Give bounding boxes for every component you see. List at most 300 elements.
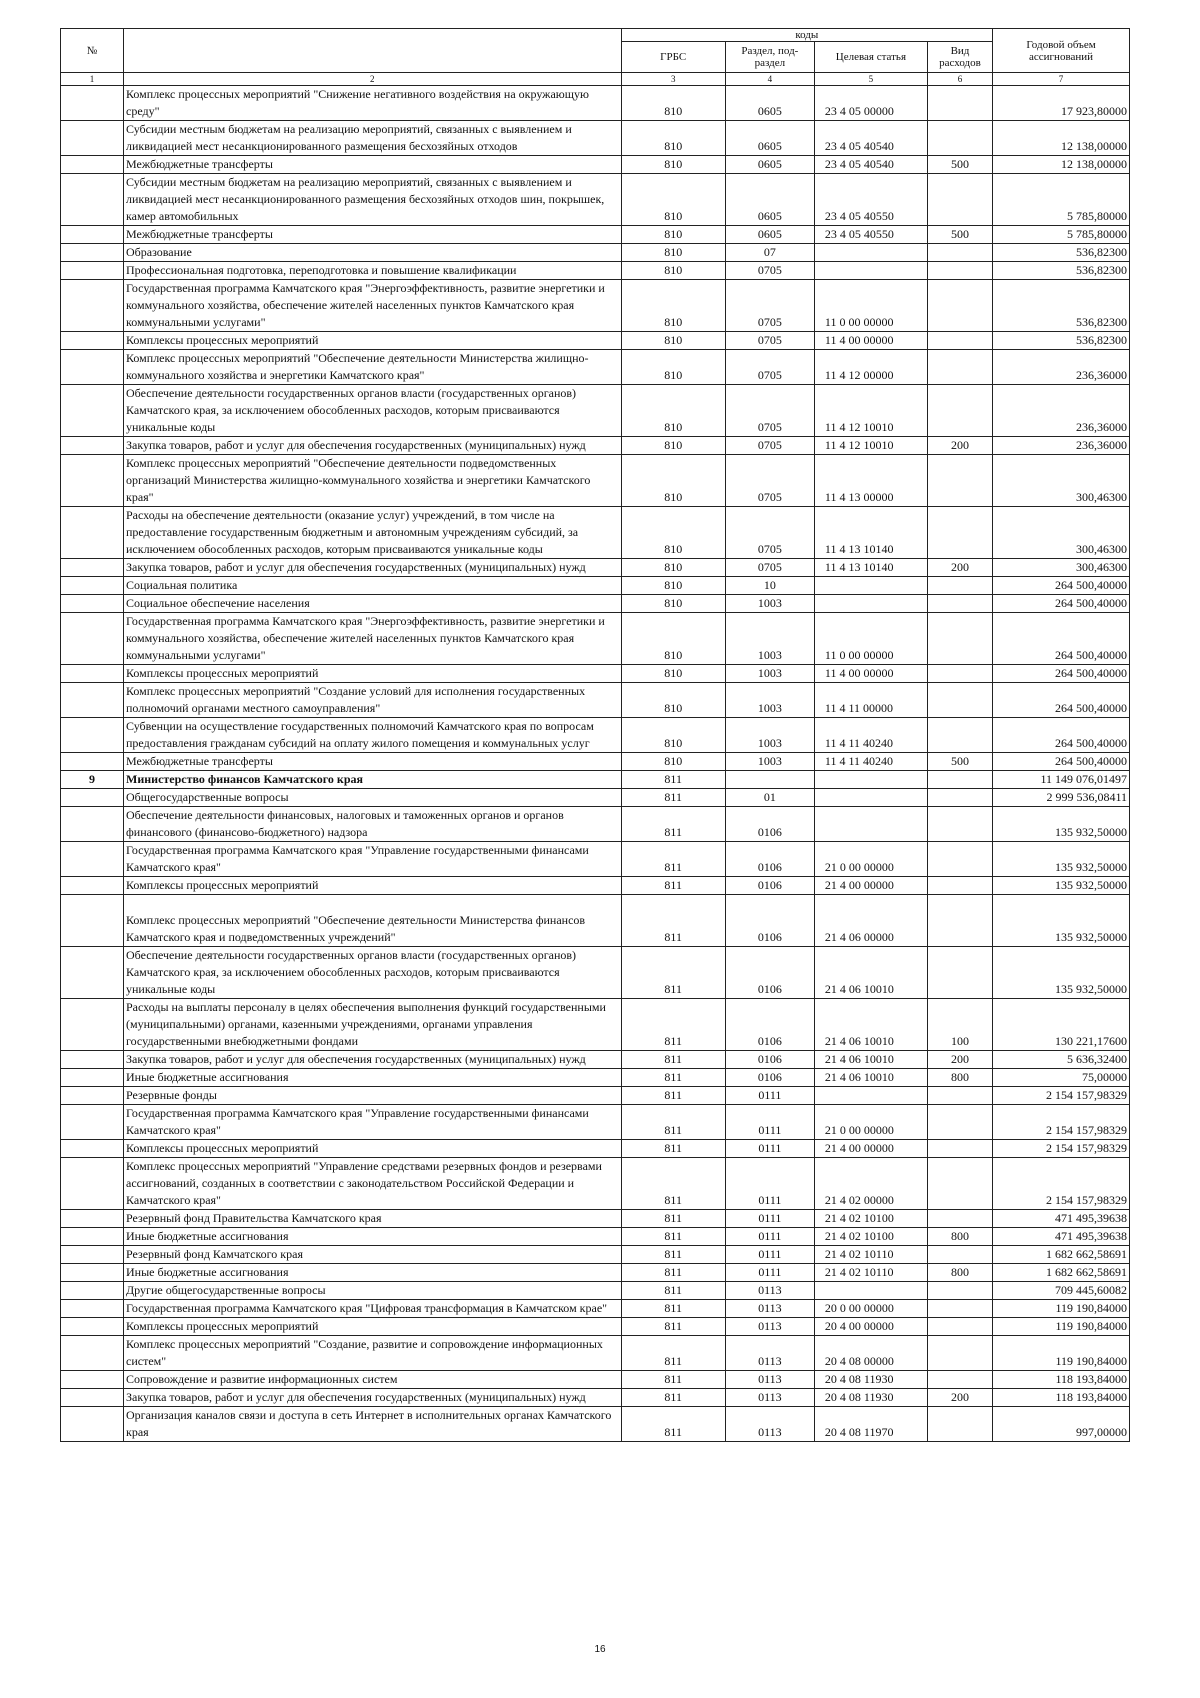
row-section-code: 01 <box>725 789 814 807</box>
row-name: Резервный фонд Камчатского края <box>124 1246 622 1264</box>
row-number <box>61 1105 124 1140</box>
row-target-article: 11 4 12 10010 <box>814 437 927 455</box>
row-number <box>61 595 124 613</box>
row-section-code: 0106 <box>725 999 814 1051</box>
row-target-article: 11 4 00 00000 <box>814 665 927 683</box>
row-expense-type: 800 <box>927 1264 992 1282</box>
row-name: Сопровождение и развитие информационных систем <box>124 1371 622 1389</box>
table-row <box>61 121 1130 156</box>
row-target-article: 21 4 02 10110 <box>814 1246 927 1264</box>
row-number <box>61 350 124 385</box>
row-name: Расходы на обеспечение деятельности (оказание услуг) учреждений, в том числе на предоставление государственным бюджетным и автономным учреждениям субсидий, за исключением обособленных расходов, которым присваиваются уникальные коды <box>124 507 622 559</box>
row-amount: 264 500,40000 <box>993 595 1130 613</box>
row-target-article: 21 4 02 10100 <box>814 1210 927 1228</box>
header-section: Раздел, под-раздел <box>725 42 814 73</box>
row-target-article <box>814 1282 927 1300</box>
row-target-article <box>814 244 927 262</box>
row-name: Социальная политика <box>124 577 622 595</box>
row-section-code: 0605 <box>725 226 814 244</box>
row-expense-type <box>927 613 992 665</box>
row-grbs-code: 810 <box>621 753 725 771</box>
row-section-code: 0111 <box>725 1087 814 1105</box>
row-grbs-code: 811 <box>621 1210 725 1228</box>
row-target-article: 11 0 00 00000 <box>814 613 927 665</box>
row-amount: 709 445,60082 <box>993 1282 1130 1300</box>
row-amount: 2 154 157,98329 <box>993 1087 1130 1105</box>
row-target-article: 11 4 12 00000 <box>814 350 927 385</box>
row-target-article: 11 4 13 10140 <box>814 559 927 577</box>
header-number: № <box>61 29 124 73</box>
table-row <box>61 1069 1130 1087</box>
row-number <box>61 507 124 559</box>
row-grbs-code: 810 <box>621 226 725 244</box>
row-number <box>61 613 124 665</box>
row-name: Комплекс процессных мероприятий "Обеспечение деятельности Министерства жилищно-коммунального хозяйства и энергетики Камчатского края" <box>124 350 622 385</box>
row-grbs-code: 810 <box>621 718 725 753</box>
row-expense-type: 200 <box>927 1389 992 1407</box>
row-target-article: 20 4 00 00000 <box>814 1318 927 1336</box>
row-amount: 236,36000 <box>993 350 1130 385</box>
row-expense-type <box>927 577 992 595</box>
table-row <box>61 1282 1130 1300</box>
row-name: Субсидии местным бюджетам на реализацию мероприятий, связанных с выявлением и ликвидацией мест несанкционированного размещения бесхозяйных отходов <box>124 121 622 156</box>
table-row <box>61 350 1130 385</box>
row-number <box>61 455 124 507</box>
row-expense-type <box>927 665 992 683</box>
row-expense-type: 500 <box>927 226 992 244</box>
row-section-code: 0113 <box>725 1371 814 1389</box>
row-expense-type <box>927 1246 992 1264</box>
row-amount: 135 932,50000 <box>993 842 1130 877</box>
row-amount: 17 923,80000 <box>993 86 1130 121</box>
row-section-code: 0106 <box>725 807 814 842</box>
row-amount: 300,46300 <box>993 559 1130 577</box>
row-grbs-code: 811 <box>621 1264 725 1282</box>
row-name: Комплекс процессных мероприятий "Управление средствами резервных фондов и резервами ассигнований, созданных в соответствии с законодательством Российской Федерации и Камчатского края" <box>124 1158 622 1210</box>
row-name: Обеспечение деятельности государственных органов власти (государственных органов) Камчатского края, за исключением обособленных расходов, которым присваиваются уникальные коды <box>124 385 622 437</box>
row-grbs-code: 811 <box>621 1158 725 1210</box>
table-row <box>61 1336 1130 1371</box>
row-grbs-code: 811 <box>621 1318 725 1336</box>
row-amount: 536,82300 <box>993 244 1130 262</box>
row-amount: 997,00000 <box>993 1407 1130 1442</box>
row-section-code: 0605 <box>725 86 814 121</box>
row-amount: 135 932,50000 <box>993 947 1130 999</box>
row-section-code: 0106 <box>725 1069 814 1087</box>
row-target-article: 21 4 06 10010 <box>814 1069 927 1087</box>
row-number <box>61 895 124 947</box>
row-expense-type <box>927 1318 992 1336</box>
row-name: Общегосударственные вопросы <box>124 789 622 807</box>
row-name: Комплекс процессных мероприятий "Обеспечение деятельности подведомственных организаций Министерства жилищно-коммунального хозяйства и энергетики Камчатского края" <box>124 455 622 507</box>
row-expense-type <box>927 1158 992 1210</box>
row-expense-type <box>927 244 992 262</box>
row-amount: 300,46300 <box>993 455 1130 507</box>
row-target-article: 21 4 06 10010 <box>814 999 927 1051</box>
row-name: Министерство финансов Камчатского края <box>124 771 622 789</box>
row-name: Иные бюджетные ассигнования <box>124 1069 622 1087</box>
row-grbs-code: 810 <box>621 613 725 665</box>
row-name: Организация каналов связи и доступа в сеть Интернет в исполнительных органах Камчатского края <box>124 1407 622 1442</box>
row-section-code: 0111 <box>725 1264 814 1282</box>
row-grbs-code: 810 <box>621 683 725 718</box>
row-target-article: 21 4 02 10100 <box>814 1228 927 1246</box>
row-grbs-code: 811 <box>621 1282 725 1300</box>
row-name: Закупка товаров, работ и услуг для обеспечения государственных (муниципальных) нужд <box>124 437 622 455</box>
row-target-article: 21 4 02 10110 <box>814 1264 927 1282</box>
row-target-article: 20 0 00 00000 <box>814 1300 927 1318</box>
row-expense-type <box>927 1371 992 1389</box>
row-amount: 5 785,80000 <box>993 174 1130 226</box>
row-expense-type <box>927 718 992 753</box>
row-name: Межбюджетные трансферты <box>124 753 622 771</box>
row-target-article: 11 4 13 10140 <box>814 507 927 559</box>
table-row <box>61 385 1130 437</box>
row-amount: 236,36000 <box>993 437 1130 455</box>
row-grbs-code: 811 <box>621 771 725 789</box>
row-amount: 2 154 157,98329 <box>993 1105 1130 1140</box>
row-section-code: 1003 <box>725 613 814 665</box>
row-section-code: 0111 <box>725 1158 814 1210</box>
row-grbs-code: 811 <box>621 1246 725 1264</box>
table-row <box>61 244 1130 262</box>
row-grbs-code: 811 <box>621 1300 725 1318</box>
row-target-article: 11 4 11 40240 <box>814 718 927 753</box>
row-section-code: 0111 <box>725 1210 814 1228</box>
row-section-code: 0705 <box>725 280 814 332</box>
row-section-code: 0605 <box>725 121 814 156</box>
row-expense-type <box>927 1282 992 1300</box>
column-numbers-row <box>61 73 1130 86</box>
row-target-article <box>814 807 927 842</box>
header-amount: Годовой объем ассигнований <box>993 29 1130 73</box>
row-target-article <box>814 771 927 789</box>
table-row <box>61 262 1130 280</box>
row-name: Социальное обеспечение населения <box>124 595 622 613</box>
row-name: Субвенции на осуществление государственных полномочий Камчатского края по вопросам предоставления гражданам субсидий на оплату жилого помещения и коммунальных услуг <box>124 718 622 753</box>
row-amount: 536,82300 <box>993 332 1130 350</box>
table-header <box>61 29 1130 86</box>
row-section-code: 0705 <box>725 332 814 350</box>
row-name: Комплекс процессных мероприятий "Создание условий для исполнения государственных полномочий органами местного самоуправления" <box>124 683 622 718</box>
row-amount: 2 154 157,98329 <box>993 1158 1130 1210</box>
table-row <box>61 437 1130 455</box>
row-section-code: 0111 <box>725 1105 814 1140</box>
row-number <box>61 280 124 332</box>
table-row <box>61 577 1130 595</box>
row-target-article: 21 4 06 10010 <box>814 947 927 999</box>
row-target-article: 11 4 11 00000 <box>814 683 927 718</box>
row-grbs-code: 811 <box>621 1051 725 1069</box>
row-number <box>61 1158 124 1210</box>
row-grbs-code: 811 <box>621 999 725 1051</box>
row-number <box>61 1210 124 1228</box>
row-target-article: 23 4 05 00000 <box>814 86 927 121</box>
row-number <box>61 999 124 1051</box>
row-grbs-code: 810 <box>621 455 725 507</box>
row-name: Комплексы процессных мероприятий <box>124 1140 622 1158</box>
row-amount: 2 154 157,98329 <box>993 1140 1130 1158</box>
row-name: Резервный фонд Правительства Камчатского края <box>124 1210 622 1228</box>
row-amount: 536,82300 <box>993 280 1130 332</box>
row-grbs-code: 811 <box>621 1105 725 1140</box>
table-row <box>61 753 1130 771</box>
column-number: 3 <box>621 73 725 86</box>
row-name: Государственная программа Камчатского края "Управление государственными финансами Камчатского края" <box>124 842 622 877</box>
row-number <box>61 577 124 595</box>
column-number: 5 <box>814 73 927 86</box>
column-number: 4 <box>725 73 814 86</box>
row-expense-type <box>927 1087 992 1105</box>
row-section-code: 0106 <box>725 1051 814 1069</box>
row-name: Комплекс процессных мероприятий "Обеспечение деятельности Министерства финансов Камчатского края и подведомственных учреждений" <box>124 895 622 947</box>
table-row <box>61 1087 1130 1105</box>
table-row <box>61 718 1130 753</box>
row-name: Иные бюджетные ассигнования <box>124 1264 622 1282</box>
row-amount: 264 500,40000 <box>993 665 1130 683</box>
row-number <box>61 226 124 244</box>
row-section-code: 0113 <box>725 1282 814 1300</box>
table-row <box>61 1300 1130 1318</box>
table-row <box>61 280 1130 332</box>
row-name: Комплекс процессных мероприятий "Создание, развитие и сопровождение информационных систем" <box>124 1336 622 1371</box>
row-section-code: 0106 <box>725 842 814 877</box>
row-name: Обеспечение деятельности финансовых, налоговых и таможенных органов и органов финансового (финансово-бюджетного) надзора <box>124 807 622 842</box>
row-section-code: 0111 <box>725 1246 814 1264</box>
table-row <box>61 1210 1130 1228</box>
row-amount: 12 138,00000 <box>993 121 1130 156</box>
row-expense-type <box>927 683 992 718</box>
row-amount: 135 932,50000 <box>993 807 1130 842</box>
row-target-article: 21 4 00 00000 <box>814 1140 927 1158</box>
row-target-article: 21 0 00 00000 <box>814 842 927 877</box>
row-expense-type <box>927 332 992 350</box>
row-number <box>61 683 124 718</box>
row-grbs-code: 811 <box>621 895 725 947</box>
row-name: Межбюджетные трансферты <box>124 156 622 174</box>
row-amount: 11 149 076,01497 <box>993 771 1130 789</box>
row-section-code: 0705 <box>725 507 814 559</box>
row-name: Комплексы процессных мероприятий <box>124 332 622 350</box>
row-number <box>61 1228 124 1246</box>
row-number <box>61 718 124 753</box>
row-section-code <box>725 771 814 789</box>
row-grbs-code: 811 <box>621 877 725 895</box>
row-section-code: 0106 <box>725 877 814 895</box>
row-number <box>61 665 124 683</box>
table-row <box>61 156 1130 174</box>
row-name: Образование <box>124 244 622 262</box>
row-target-article: 11 4 00 00000 <box>814 332 927 350</box>
row-expense-type <box>927 262 992 280</box>
table-row <box>61 174 1130 226</box>
row-number <box>61 1264 124 1282</box>
row-grbs-code: 811 <box>621 1228 725 1246</box>
table-row <box>61 1371 1130 1389</box>
row-amount: 119 190,84000 <box>993 1318 1130 1336</box>
row-target-article: 11 4 12 10010 <box>814 385 927 437</box>
budget-table-sheet <box>60 28 1130 1442</box>
row-grbs-code: 811 <box>621 1407 725 1442</box>
table-row <box>61 1158 1130 1210</box>
row-target-article <box>814 789 927 807</box>
row-expense-type <box>927 280 992 332</box>
row-expense-type <box>927 350 992 385</box>
row-amount: 119 190,84000 <box>993 1300 1130 1318</box>
row-expense-type: 200 <box>927 559 992 577</box>
row-number <box>61 1051 124 1069</box>
column-number: 6 <box>927 73 992 86</box>
row-grbs-code: 811 <box>621 807 725 842</box>
row-target-article: 20 4 08 11930 <box>814 1389 927 1407</box>
table-row <box>61 947 1130 999</box>
row-amount: 12 138,00000 <box>993 156 1130 174</box>
row-target-article: 20 4 08 11970 <box>814 1407 927 1442</box>
row-amount: 2 999 536,08411 <box>993 789 1130 807</box>
row-number <box>61 1300 124 1318</box>
row-grbs-code: 811 <box>621 789 725 807</box>
row-section-code: 0705 <box>725 385 814 437</box>
row-target-article: 21 4 06 00000 <box>814 895 927 947</box>
row-target-article <box>814 1087 927 1105</box>
row-number <box>61 244 124 262</box>
row-section-code: 1003 <box>725 595 814 613</box>
row-grbs-code: 810 <box>621 280 725 332</box>
row-grbs-code: 810 <box>621 121 725 156</box>
row-number <box>61 559 124 577</box>
row-name: Резервные фонды <box>124 1087 622 1105</box>
row-target-article: 21 4 02 00000 <box>814 1158 927 1210</box>
row-expense-type <box>927 455 992 507</box>
header-grbs: ГРБС <box>621 42 725 73</box>
table-row <box>61 1389 1130 1407</box>
table-row <box>61 1264 1130 1282</box>
row-grbs-code: 810 <box>621 86 725 121</box>
row-expense-type <box>927 877 992 895</box>
row-section-code: 1003 <box>725 665 814 683</box>
row-amount: 130 221,17600 <box>993 999 1130 1051</box>
row-expense-type: 800 <box>927 1069 992 1087</box>
header-expense-type: Вид расходов <box>927 42 992 73</box>
row-section-code: 07 <box>725 244 814 262</box>
row-name: Иные бюджетные ассигнования <box>124 1228 622 1246</box>
header-target-article: Целевая статья <box>814 42 927 73</box>
row-number <box>61 1318 124 1336</box>
row-name: Другие общегосударственные вопросы <box>124 1282 622 1300</box>
row-number <box>61 753 124 771</box>
row-amount: 264 500,40000 <box>993 753 1130 771</box>
row-expense-type <box>927 86 992 121</box>
row-number <box>61 1336 124 1371</box>
table-row <box>61 226 1130 244</box>
row-number <box>61 262 124 280</box>
column-number: 7 <box>993 73 1130 86</box>
row-target-article: 11 0 00 00000 <box>814 280 927 332</box>
row-expense-type <box>927 385 992 437</box>
table-row <box>61 999 1130 1051</box>
row-amount: 135 932,50000 <box>993 877 1130 895</box>
table-row <box>61 665 1130 683</box>
row-section-code: 0113 <box>725 1389 814 1407</box>
row-name: Государственная программа Камчатского края "Энергоэффективность, развитие энергетики и коммунального хозяйства, обеспечение жителей населенных пунктов Камчатского края коммунальными услугами" <box>124 613 622 665</box>
row-number <box>61 1246 124 1264</box>
row-number <box>61 437 124 455</box>
row-amount: 264 500,40000 <box>993 613 1130 665</box>
row-number <box>61 1140 124 1158</box>
row-name: Государственная программа Камчатского края "Цифровая трансформация в Камчатском крае" <box>124 1300 622 1318</box>
row-amount: 264 500,40000 <box>993 683 1130 718</box>
row-target-article <box>814 595 927 613</box>
table-row <box>61 595 1130 613</box>
table-row <box>61 789 1130 807</box>
row-grbs-code: 810 <box>621 665 725 683</box>
row-name: Закупка товаров, работ и услуг для обеспечения государственных (муниципальных) нужд <box>124 1051 622 1069</box>
row-grbs-code: 810 <box>621 577 725 595</box>
row-name: Закупка товаров, работ и услуг для обеспечения государственных (муниципальных) нужд <box>124 1389 622 1407</box>
row-section-code: 0113 <box>725 1407 814 1442</box>
table-row <box>61 1246 1130 1264</box>
row-expense-type: 500 <box>927 156 992 174</box>
row-section-code: 0111 <box>725 1228 814 1246</box>
table-row <box>61 613 1130 665</box>
header-codes: коды <box>621 29 993 42</box>
row-number: 9 <box>61 771 124 789</box>
row-grbs-code: 811 <box>621 947 725 999</box>
row-target-article: 21 0 00 00000 <box>814 1105 927 1140</box>
row-amount: 5 785,80000 <box>993 226 1130 244</box>
table-row <box>61 559 1130 577</box>
page-number: 16 <box>594 1644 606 1655</box>
row-grbs-code: 811 <box>621 842 725 877</box>
row-number <box>61 807 124 842</box>
row-name: Государственная программа Камчатского края "Энергоэффективность, развитие энергетики и коммунального хозяйства, обеспечение жителей населенных пунктов Камчатского края коммунальными услугами" <box>124 280 622 332</box>
row-amount: 75,00000 <box>993 1069 1130 1087</box>
row-section-code: 0705 <box>725 437 814 455</box>
row-target-article: 23 4 05 40540 <box>814 121 927 156</box>
row-grbs-code: 810 <box>621 385 725 437</box>
column-number: 2 <box>124 73 622 86</box>
row-expense-type <box>927 1336 992 1371</box>
table-row <box>61 1228 1130 1246</box>
row-expense-type <box>927 1407 992 1442</box>
column-number: 1 <box>61 73 124 86</box>
row-grbs-code: 811 <box>621 1069 725 1087</box>
table-body <box>61 86 1130 1442</box>
row-number <box>61 385 124 437</box>
row-section-code: 0111 <box>725 1140 814 1158</box>
row-grbs-code: 811 <box>621 1371 725 1389</box>
row-amount: 471 495,39638 <box>993 1228 1130 1246</box>
row-number <box>61 1087 124 1105</box>
row-amount: 264 500,40000 <box>993 577 1130 595</box>
row-amount: 118 193,84000 <box>993 1371 1130 1389</box>
table-row <box>61 807 1130 842</box>
row-number <box>61 121 124 156</box>
row-amount: 5 636,32400 <box>993 1051 1130 1069</box>
row-section-code: 0106 <box>725 947 814 999</box>
row-grbs-code: 810 <box>621 156 725 174</box>
row-target-article: 11 4 11 40240 <box>814 753 927 771</box>
row-number <box>61 1371 124 1389</box>
row-section-code: 0705 <box>725 262 814 280</box>
row-section-code: 0705 <box>725 350 814 385</box>
row-amount: 118 193,84000 <box>993 1389 1130 1407</box>
table-row <box>61 683 1130 718</box>
row-expense-type <box>927 807 992 842</box>
row-amount: 536,82300 <box>993 262 1130 280</box>
row-expense-type: 200 <box>927 437 992 455</box>
row-grbs-code: 811 <box>621 1336 725 1371</box>
